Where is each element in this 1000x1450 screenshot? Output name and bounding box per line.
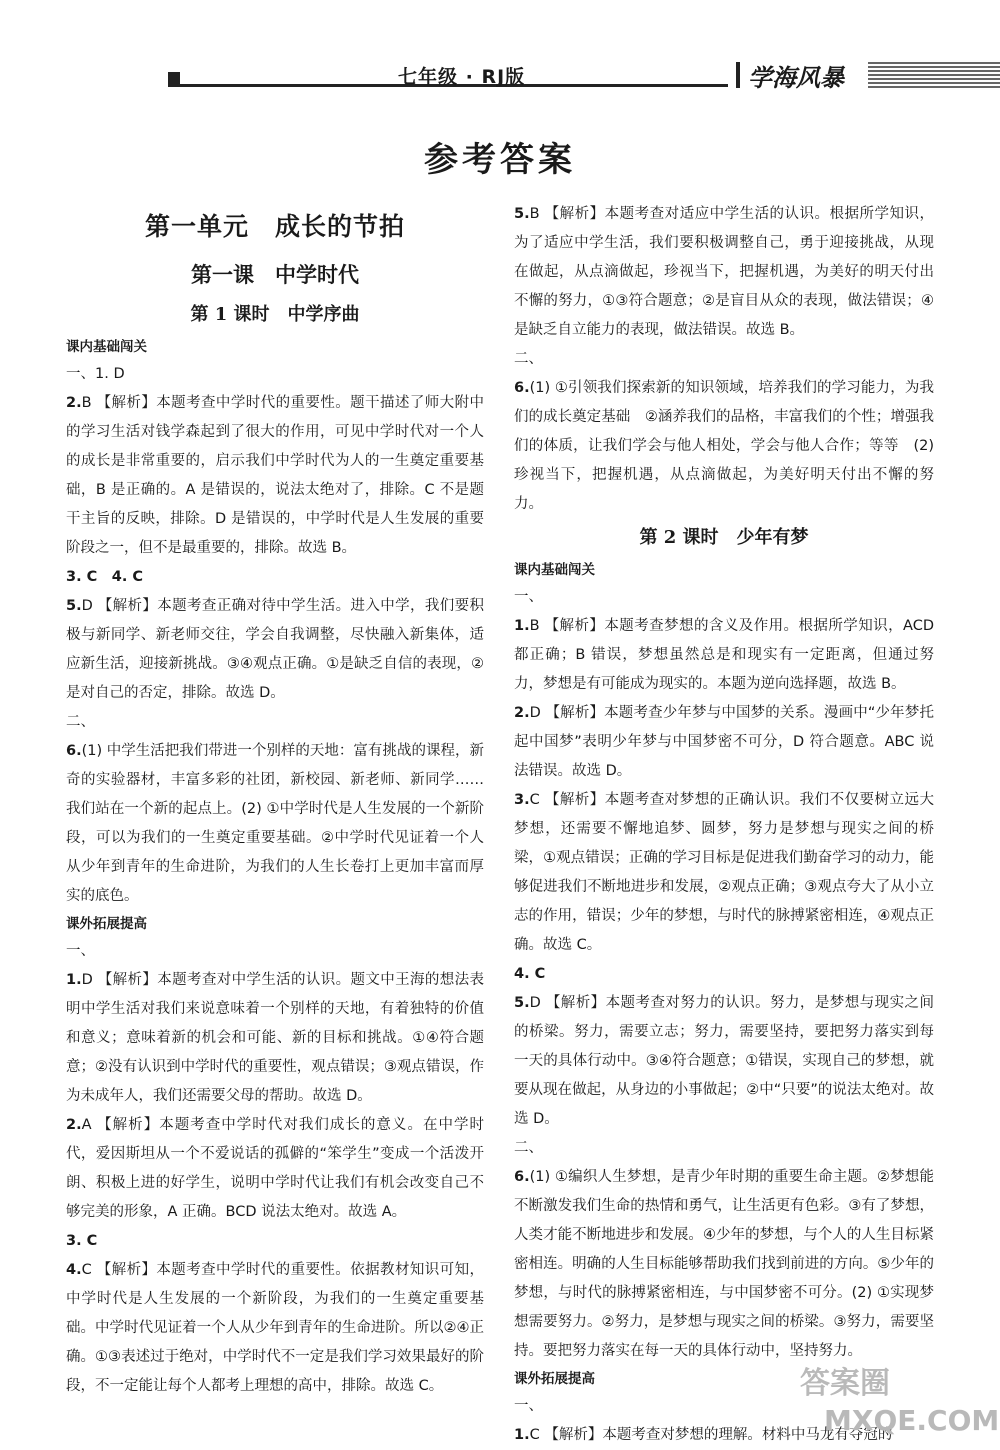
answer-item <box>66 389 484 563</box>
answer-item <box>514 699 934 786</box>
answer-number: 5. <box>66 598 82 614</box>
answer-number: 1. <box>66 972 82 988</box>
answer-text: C 【解析】本题考查对梦想的正确认识。我们不仅要树立远大梦想，还需要不懈地追梦、圆梦，努力是梦想与现实之间的桥梁，①观点错误；正确的学习目标是促进我们勤奋学习的动力，能够促进我们不断地进步和发展，②观点正确；③观点夸大了从小立志的作用，错误；少年的梦想，与时代的脉搏紧密相连，④观点正确。故选 C。 <box>514 792 934 953</box>
header-stripes <box>868 62 1000 88</box>
answer-line: 一、1. D <box>66 366 125 382</box>
watermark-url: MXQE.COM <box>824 1404 1000 1437</box>
header-grade: 七年级 · RJ版 <box>398 66 526 88</box>
answer-number: 2. <box>66 395 82 411</box>
answer-text: C 【解析】本题考查对梦想的理解。材料中马龙有夺冠的 <box>529 1427 893 1443</box>
answer-text: (1) ①引领我们探索新的知识领域，培养我们的学习能力，为我们的成长奠定基础 ②涵养我们的品格，丰富我们的个性；增强我们的体质，让我们学会与他人相处，学会与他人合作；等等 (2) 珍视当下，把握机遇，从点滴做起，为美好明天付出不懈的努力。 <box>514 380 934 512</box>
answer-item <box>66 966 484 1111</box>
answer-number: 2. <box>66 1117 82 1133</box>
answer-text: B 【解析】本题考查中学时代的重要性。题干描述了师大附中的学习生活对钱学森起到了很大的作用，可见中学时代对一个人的成长是非常重要的，启示我们中学时代为人的一生奠定重要基础，B 是正确的。A 是错误的，说法太绝对了，排除。C 不是题干主旨的反映，排除。D 是错误的，中学时代是人生发展的重要阶段之一，但不是最重要的，排除。故选 B。 <box>66 395 484 556</box>
answer-line: 二、 <box>66 714 95 730</box>
brand-logo: 学海风暴 <box>748 63 844 92</box>
answer-text: D 【解析】本题考查对努力的认识。努力，是梦想与现实之间的桥梁。努力，需要立志；努力，需要坚持，要把努力落实到每一天的具体行动中。③④符合题意；①错误，实现自己的梦想，就要从现在做起，从身边的小事做起；②中“只要”的说法太绝对。故选 D。 <box>514 995 934 1127</box>
answer-number: 1. <box>514 618 530 634</box>
period-title: 第 1 课时 中学序曲 <box>190 304 360 325</box>
section-heading: 课外拓展提高 <box>514 1371 595 1387</box>
answer-text: (1) 中学生活把我们带进一个别样的天地：富有挑战的课程，新奇的实验器材，丰富多彩的社团，新校园、新老师、新同学……我们站在一个新的起点上。(2) ①中学时代是人生发展的一个新阶段，可以为我们的一生奠定重要基础。②中学时代见证着一个人从少年到青年的生命进阶，为我们的人生长卷打上更加丰富而厚实的底色。 <box>66 743 484 904</box>
answer-line: 二、 <box>514 1140 543 1156</box>
answer-line: 3. C <box>66 1233 98 1249</box>
answer-text: C 【解析】本题考查中学时代的重要性。依据教材知识可知，中学时代是人生发展的一个新阶段，为我们的一生奠定重要基础。中学时代见证着一个人从少年到青年的生命进阶。所以②④正确。①③表述过于绝对，中学时代不一定是我们学习效果最好的阶段，不一定能让每个人都考上理想的高中，排除。故选 C。 <box>66 1262 484 1394</box>
answer-number: 2. <box>514 705 530 721</box>
answer-number: 4. <box>66 1262 82 1278</box>
answer-line: 一、 <box>66 943 95 959</box>
answer-item <box>514 612 934 699</box>
right-column <box>514 200 934 1450</box>
answer-text: B 【解析】本题考查梦想的含义及作用。根据所学知识，ACD 都正确；B 错误，梦想虽然总是和现实有一定距离，但通过努力，梦想是有可能成为现实的。本题为逆向选择题，故选 B。 <box>514 618 934 692</box>
answer-item <box>514 989 934 1134</box>
answer-item <box>514 374 934 519</box>
watermark-logo: 答案圈 <box>800 1366 890 1401</box>
answer-number: 6. <box>514 380 530 396</box>
page-title: 参考答案 <box>424 140 576 180</box>
answer-line: 3. C 4. C <box>66 569 144 585</box>
left-column <box>66 200 484 1401</box>
answer-line: 一、 <box>514 1398 543 1414</box>
answer-text: B 【解析】本题考查对适应中学生活的认识。根据所学知识，为了适应中学生活，我们要积极调整自己，勇于迎接挑战，从现在做起，从点滴做起，珍视当下，把握机遇，为美好的明天付出不懈的努力，①③符合题意；②是盲目从众的表现，做法错误；④是缺乏自立能力的表现，做法错误。故选 B。 <box>514 206 934 338</box>
lesson-title: 第一课 中学时代 <box>191 262 359 287</box>
answer-line: 二、 <box>514 351 543 367</box>
answer-text: D 【解析】本题考查少年梦与中国梦的关系。漫画中“少年梦托起中国梦”表明少年梦与中国梦密不可分，D 符合题意。ABC 说法错误。故选 D。 <box>514 705 934 779</box>
section-heading: 课内基础闯关 <box>66 339 147 355</box>
answer-item <box>514 786 934 960</box>
header-divider <box>736 62 740 88</box>
section-heading: 课外拓展提高 <box>66 916 147 932</box>
answer-line: 4. C <box>514 966 546 982</box>
unit-title: 第一单元 成长的节拍 <box>144 212 405 241</box>
answer-number: 3. <box>514 792 530 808</box>
answer-number: 5. <box>514 206 530 222</box>
period-title: 第 2 课时 少年有梦 <box>639 527 809 548</box>
answer-item <box>66 592 484 708</box>
answer-number: 1. <box>514 1427 530 1443</box>
answer-item <box>514 200 934 345</box>
answer-item <box>514 1163 934 1366</box>
page-header <box>168 62 1000 92</box>
answer-text: (1) ①编织人生梦想，是青少年时期的重要生命主题。②梦想能不断激发我们生命的热情和勇气，让生活更有色彩。③有了梦想，人类才能不断地进步和发展。④少年的梦想，与个人的人生目标紧密相连。明确的人生目标能够帮助我们找到前进的方向。⑤少年的梦想，与时代的脉搏紧密相连，与中国梦密不可分。(2) ①实现梦想需要努力。②努力，是梦想与现实之间的桥梁。③努力，需要坚持。要把努力落实在每一天的具体行动中，坚持努力。 <box>514 1169 934 1359</box>
answer-text: A 【解析】本题考查中学时代对我们成长的意义。在中学时代，爱因斯坦从一个不爱说话的孤僻的“笨学生”变成一个活泼开朗、积极上进的好学生，说明中学时代让我们有机会改变自己不够完美的形象，A 正确。BCD 说法太绝对。故选 A。 <box>66 1117 484 1220</box>
answer-item <box>66 737 484 911</box>
answer-item <box>66 1111 484 1227</box>
answer-item <box>66 1256 484 1401</box>
section-heading: 课内基础闯关 <box>514 562 595 578</box>
answer-number: 6. <box>514 1169 530 1185</box>
answer-line: 一、 <box>514 589 543 605</box>
answer-number: 6. <box>66 743 82 759</box>
answer-text: D 【解析】本题考查正确对待中学生活。进入中学，我们要积极与新同学、新老师交往，学会自我调整，尽快融入新集体，适应新生活，迎接新挑战。③④观点正确。①是缺乏自信的表现，②是对自己的否定，排除。故选 D。 <box>66 598 484 701</box>
answer-number: 5. <box>514 995 530 1011</box>
answer-text: D 【解析】本题考查对中学生活的认识。题文中王海的想法表明中学生活对我们来说意味着一个别样的天地，有着独特的价值和意义；意味着新的机会和可能、新的目标和挑战。①④符合题意；②没有认识到中学时代的重要性，观点错误；③观点错误，作为未成年人，我们还需要父母的帮助。故选 D。 <box>66 972 484 1104</box>
